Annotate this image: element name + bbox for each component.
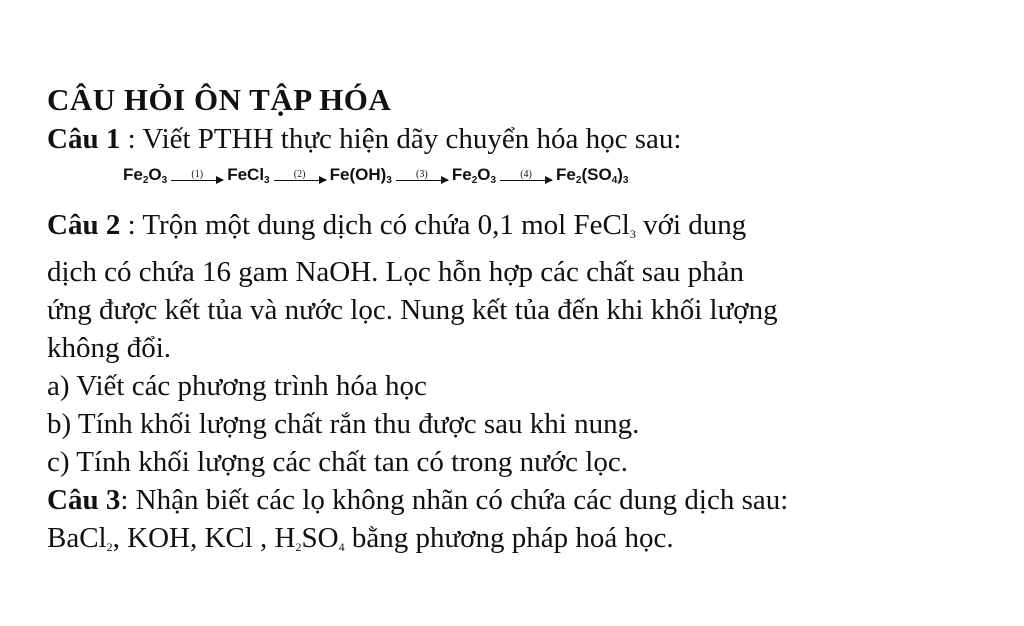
question-1-text: : Viết PTHH thực hiện dãy chuyển hóa học sau: [120, 123, 682, 155]
question-3-line-2: BaCl$_2$, KOH, KCl , $H_2SO_4$ bằng phương pháp hoá học. [47, 522, 674, 554]
page-title: CÂU HỎI ÔN TẬP HÓA [47, 82, 392, 117]
question-2 [47, 206, 957, 481]
chain-species-3: $Fe(OH)_3$ [329, 165, 392, 186]
question-2-line-3: ứng được kết tủa và nước lọc. Nung kết tủa đến khi khối lượng [47, 294, 778, 326]
chain-species-2: FeCl$_3$ [227, 165, 270, 186]
arrow-icon [274, 180, 326, 181]
reaction-chain [123, 164, 1007, 192]
question-2-line-4: không đổi. [47, 332, 172, 364]
document [47, 80, 1007, 566]
chain-species-4: $Fe_2O_3$ [451, 165, 497, 186]
question-2-part-c: c) Tính khối lượng các chất tan có trong nước lọc. [47, 446, 628, 478]
question-2-line-1: Câu 2 : Trộn một dung dịch có chứa 0,1 mol FeCl$_3$ với dung [47, 209, 747, 241]
arrow-icon [396, 180, 448, 181]
question-1-label: Câu 1 [47, 123, 121, 155]
chain-species-5: $Fe_2(SO_4)_3$ [556, 165, 629, 186]
question-2-part-b: b) Tính khối lượng chất rắn thu được sau khi nung. [47, 408, 640, 440]
question-3 [47, 481, 957, 566]
chain-arrow-1: (1) [171, 170, 223, 181]
chain-arrow-3: (3) [396, 170, 448, 181]
question-3-label: Câu 3 [47, 484, 121, 516]
arrow-icon [171, 180, 223, 181]
chain-species-1: $Fe_2O_3$ [123, 165, 168, 186]
arrow-icon [500, 180, 552, 181]
question-2-line-2: dịch có chứa 16 gam NaOH. Lọc hỗn hợp các chất sau phản [47, 256, 745, 288]
question-2-part-a: a) Viết các phương trình hóa học [47, 370, 427, 402]
chain-arrow-4: (4) [500, 170, 552, 181]
question-1 [47, 120, 1007, 158]
question-3-line-1: Câu 3: Nhận biết các lọ không nhãn có chứa các dung dịch sau: [47, 484, 789, 516]
question-2-label: Câu 2 [47, 209, 121, 241]
chain-arrow-2: (2) [274, 170, 326, 181]
